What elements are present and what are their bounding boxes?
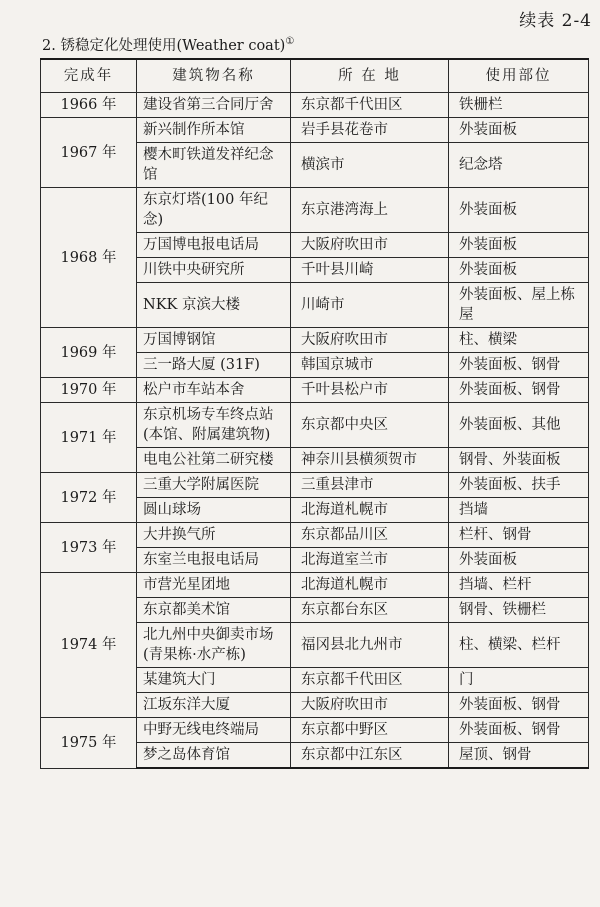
cell-building: 中野无线电终端局 <box>137 718 291 743</box>
cell-year: 1970 年 <box>41 378 137 403</box>
cell-location: 岩手县花卷市 <box>291 118 449 143</box>
cell-location: 韩国京城市 <box>291 353 449 378</box>
cell-building: 万国博钢馆 <box>137 328 291 353</box>
table-row <box>41 188 589 233</box>
cell-part: 挡墙、栏杆 <box>449 573 589 598</box>
cell-part: 外装面板 <box>449 233 589 258</box>
cell-part: 外装面板 <box>449 548 589 573</box>
cell-part: 铁栅栏 <box>449 93 589 118</box>
cell-building: NKK 京滨大楼 <box>137 283 291 328</box>
cell-building: 圆山球场 <box>137 498 291 523</box>
cell-building: 万国博电报电话局 <box>137 233 291 258</box>
cell-location: 北海道札幌市 <box>291 498 449 523</box>
cell-building: 北九州中央御卖市场(青果栋·水产栋) <box>137 623 291 668</box>
table-body <box>41 93 589 769</box>
cell-part: 栏杆、钢骨 <box>449 523 589 548</box>
cell-part: 外装面板、其他 <box>449 403 589 448</box>
cell-building: 川铁中央研究所 <box>137 258 291 283</box>
cell-location: 东京都品川区 <box>291 523 449 548</box>
cell-part: 外装面板、屋上栋屋 <box>449 283 589 328</box>
cell-year: 1971 年 <box>41 403 137 473</box>
cell-location: 大阪府吹田市 <box>291 693 449 718</box>
cell-building: 江坂东洋大厦 <box>137 693 291 718</box>
table-row <box>41 378 589 403</box>
cell-location: 横滨市 <box>291 143 449 188</box>
cell-part: 外装面板 <box>449 258 589 283</box>
cell-location: 北海道札幌市 <box>291 573 449 598</box>
cell-part: 屋顶、钢骨 <box>449 743 589 769</box>
cell-building: 建设省第三合同厅舍 <box>137 93 291 118</box>
cell-location: 千叶县松户市 <box>291 378 449 403</box>
cell-location: 东京港湾海上 <box>291 188 449 233</box>
cell-location: 东京都千代田区 <box>291 668 449 693</box>
cell-location: 福冈县北九州市 <box>291 623 449 668</box>
cell-year: 1973 年 <box>41 523 137 573</box>
table-row <box>41 403 589 448</box>
cell-part: 外装面板、扶手 <box>449 473 589 498</box>
cell-part: 钢骨、铁栅栏 <box>449 598 589 623</box>
cell-location: 大阪府吹田市 <box>291 328 449 353</box>
cell-building: 梦之岛体育馆 <box>137 743 291 769</box>
cell-location: 北海道室兰市 <box>291 548 449 573</box>
table-row <box>41 718 589 743</box>
cell-part: 外装面板、钢骨 <box>449 693 589 718</box>
table-row <box>41 93 589 118</box>
cell-part: 柱、横梁、栏杆 <box>449 623 589 668</box>
cell-building: 东室兰电报电话局 <box>137 548 291 573</box>
cell-year: 1967 年 <box>41 118 137 188</box>
cell-location: 三重县津市 <box>291 473 449 498</box>
cell-year: 1975 年 <box>41 718 137 769</box>
buildings-table <box>40 58 589 769</box>
table-header-row <box>41 59 589 93</box>
cell-building: 东京都美术馆 <box>137 598 291 623</box>
cell-part: 纪念塔 <box>449 143 589 188</box>
table-row <box>41 573 589 598</box>
cell-part: 外装面板、钢骨 <box>449 353 589 378</box>
table-row <box>41 328 589 353</box>
cell-building: 新兴制作所本馆 <box>137 118 291 143</box>
header-building: 建筑物名称 <box>137 59 291 93</box>
header-location: 所 在 地 <box>291 59 449 93</box>
cell-year: 1966 年 <box>41 93 137 118</box>
cell-building: 某建筑大门 <box>137 668 291 693</box>
cell-part: 钢骨、外装面板 <box>449 448 589 473</box>
cell-part: 外装面板 <box>449 118 589 143</box>
cell-building: 松户市车站本舍 <box>137 378 291 403</box>
cell-year: 1972 年 <box>41 473 137 523</box>
cell-part: 柱、横梁 <box>449 328 589 353</box>
cell-year: 1968 年 <box>41 188 137 328</box>
cell-building: 三重大学附属医院 <box>137 473 291 498</box>
cell-year: 1974 年 <box>41 573 137 718</box>
cell-year: 1969 年 <box>41 328 137 378</box>
cell-building: 东京灯塔(100 年纪念) <box>137 188 291 233</box>
cell-building: 市营光星团地 <box>137 573 291 598</box>
continuation-label: 续表 2-4 <box>519 11 592 31</box>
cell-location: 川崎市 <box>291 283 449 328</box>
table-row <box>41 523 589 548</box>
footnote-mark: ① <box>285 36 295 48</box>
header-year: 完成年 <box>41 59 137 93</box>
cell-building: 东京机场专车终点站(本馆、附属建筑物) <box>137 403 291 448</box>
cell-building: 三一路大厦 (31F) <box>137 353 291 378</box>
cell-building: 电电公社第二研究楼 <box>137 448 291 473</box>
cell-location: 东京都中江东区 <box>291 743 449 769</box>
cell-location: 神奈川县横须贺市 <box>291 448 449 473</box>
cell-part: 挡墙 <box>449 498 589 523</box>
cell-location: 大阪府吹田市 <box>291 233 449 258</box>
cell-building: 樱木町铁道发祥纪念馆 <box>137 143 291 188</box>
cell-part: 外装面板、钢骨 <box>449 378 589 403</box>
header-part: 使用部位 <box>449 59 589 93</box>
caption-text: 2. 锈稳定化处理使用(Weather coat) <box>42 38 286 54</box>
cell-location: 东京都中野区 <box>291 718 449 743</box>
table-caption <box>42 34 294 55</box>
table-row <box>41 118 589 143</box>
cell-location: 千叶县川崎 <box>291 258 449 283</box>
table-row <box>41 473 589 498</box>
cell-part: 外装面板、钢骨 <box>449 718 589 743</box>
cell-location: 东京都千代田区 <box>291 93 449 118</box>
cell-building: 大井换气所 <box>137 523 291 548</box>
cell-location: 东京都中央区 <box>291 403 449 448</box>
cell-part: 门 <box>449 668 589 693</box>
cell-part: 外装面板 <box>449 188 589 233</box>
cell-location: 东京都台东区 <box>291 598 449 623</box>
